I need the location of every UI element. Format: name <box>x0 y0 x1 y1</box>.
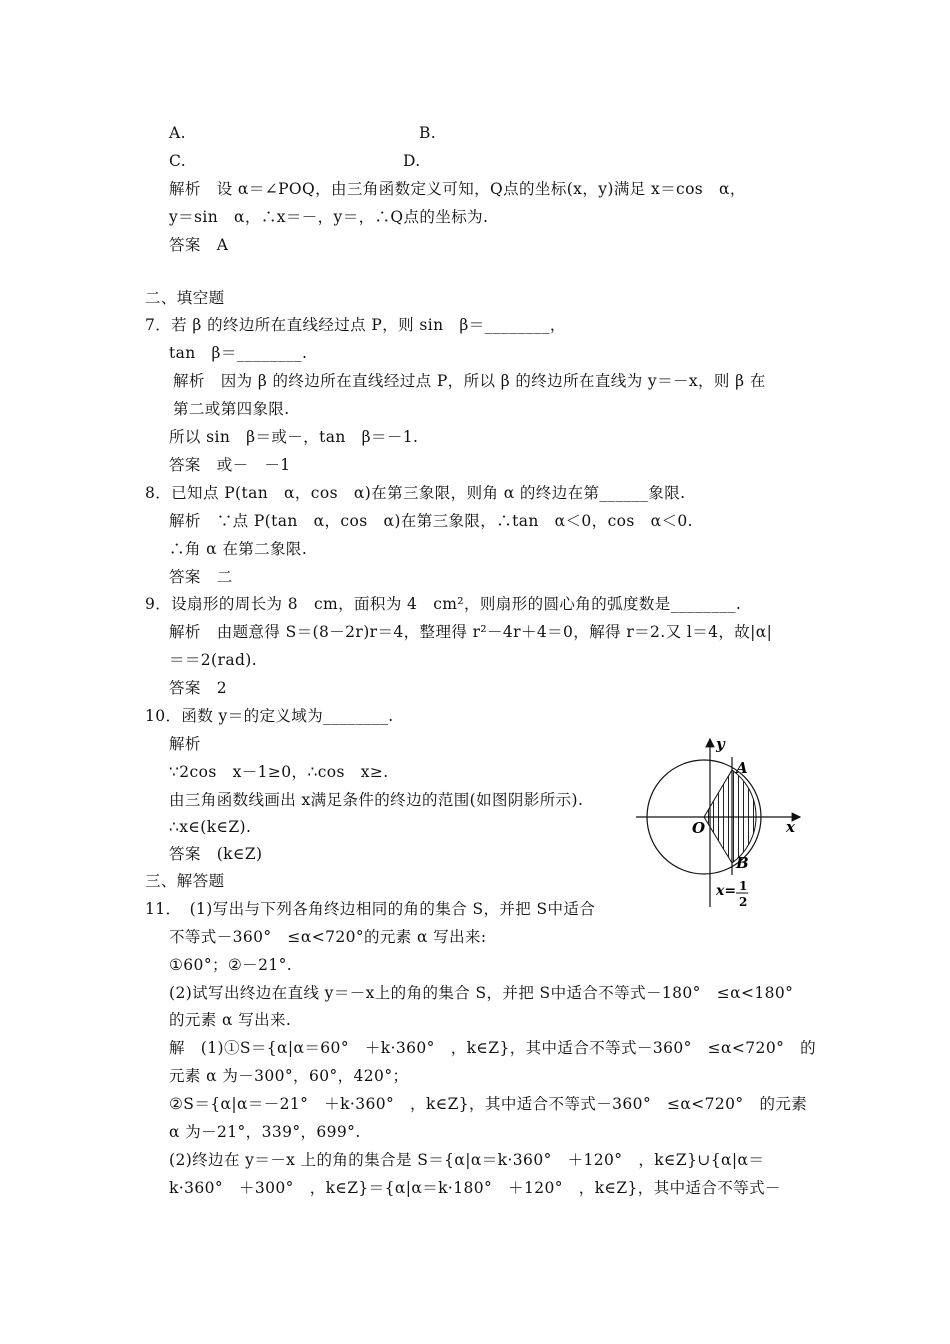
q10-unit-circle-figure <box>632 735 812 910</box>
fraction-denominator: 2 <box>739 895 748 909</box>
fraction-numerator: 1 <box>739 879 748 893</box>
q7-stem-line-2: tan β＝________. <box>169 344 308 362</box>
q11-solution-line-6: k·360° ＋300° ，k∈Z}＝{α|α＝k·180° ＋120° ，k∈Z}，其中适合不等式－ <box>169 1179 781 1197</box>
q6-answer: 答案 A <box>169 236 229 254</box>
q11-solution-line-5: (2)终边在 y＝－x 上的角的集合是 S＝{α|α＝k·360° ＋120° ，k∈Z}∪{α|α＝ <box>169 1151 765 1169</box>
x-axis-label: x <box>786 818 795 836</box>
q11-solution-line-3: ②S＝{α|α＝－21° ＋k·360° ，k∈Z}，其中适合不等式－360° ≤α<720° 的元素 <box>169 1095 808 1113</box>
q8-answer: 答案 二 <box>169 568 233 586</box>
q7-analysis-line-3: 所以 sin β＝或－，tan β＝－1. <box>169 428 419 446</box>
q7-analysis-line-1: 解析 因为 β 的终边所在直线经过点 P，所以 β 的终边所在直线为 y＝－x，则 β 在 <box>173 372 766 390</box>
q7-analysis-line-2: 第二或第四象限. <box>173 400 290 418</box>
section-fill-in-heading: 二、填空题 <box>145 289 225 307</box>
unit-circle-diagram <box>632 735 812 910</box>
q11-stem-line-1: 11． (1)写出与下列各角终边相同的角的集合 S，并把 S中适合 <box>145 900 596 918</box>
q11-solution-line-1: 解 (1)①S＝{α|α＝60° ＋k·360° ，k∈Z}，其中适合不等式－360° ≤α<720° 的 <box>169 1039 817 1057</box>
q6-analysis-line-2: y＝sin α，∴x＝－，y＝，∴Q点的坐标为. <box>169 208 489 226</box>
q10-analysis-line-1: ∵2cos x－1≥0，∴cos x≥. <box>169 763 389 781</box>
q10-analysis-line-3: ∴x∈(k∈Z). <box>169 818 252 836</box>
q7-stem-line-1: 7．若 β 的终边所在直线经过点 P，则 sin β＝________， <box>145 316 566 334</box>
q6-option-b: B. <box>419 124 437 142</box>
q8-stem: 8．已知点 P(tan α，cos α)在第三象限，则角 α 的终边在第______象限. <box>145 484 686 502</box>
point-a-label: A <box>736 759 748 777</box>
q10-analysis-label: 解析 <box>169 735 201 753</box>
q11-stem-line-4: (2)试写出终边在直线 y＝－x上的角的集合 S，并把 S中适合不等式－180° ≤α<180° <box>169 984 794 1002</box>
q9-stem: 9．设扇形的周长为 8 cm，面积为 4 cm²，则扇形的圆心角的弧度数是________. <box>145 595 742 613</box>
q6-option-a: A. <box>169 124 186 142</box>
origin-label: O <box>692 819 706 837</box>
q11-stem-line-3: ①60°；②－21°. <box>169 956 293 974</box>
q8-analysis-line-1: 解析 ∵点 P(tan α，cos α)在第三象限，∴tan α＜0，cos α＜0. <box>169 512 694 530</box>
line-equation-label: x= <box>716 883 737 899</box>
y-axis-label: y <box>716 735 725 753</box>
q9-analysis-line-1: 解析 由题意得 S＝(8－2r)r＝4，整理得 r²－4r＋4＝0，解得 r＝2.又 l＝4，故|α| <box>169 623 773 641</box>
q11-stem-line-5: 的元素 α 写出来. <box>169 1011 292 1029</box>
q6-option-c: C. <box>169 152 187 170</box>
q9-analysis-line-2: ＝＝2(rad). <box>169 651 258 669</box>
section-solve-heading: 三、解答题 <box>145 872 225 890</box>
q9-answer: 答案 2 <box>169 679 227 697</box>
q10-analysis-line-2: 由三角函数线画出 x满足条件的终边的范围(如图阴影所示). <box>169 791 584 809</box>
q7-answer: 答案 或－ －1 <box>169 456 291 474</box>
q6-option-d: D. <box>403 152 421 170</box>
q11-solution-line-4: α 为－21°，339°，699°. <box>169 1123 361 1141</box>
q10-stem: 10．函数 y＝的定义域为________. <box>145 707 394 725</box>
q11-solution-line-2: 元素 α 为－300°，60°，420°； <box>169 1067 409 1085</box>
q8-analysis-line-2: ∴角 α 在第二象限. <box>169 540 308 558</box>
q10-answer: 答案 (k∈Z) <box>169 845 263 863</box>
q6-analysis-line-1: 解析 设 α＝∠POQ，由三角函数定义可知，Q点的坐标(x，y)满足 x＝cos α， <box>169 180 746 198</box>
point-b-label: B <box>736 854 749 872</box>
q11-stem-line-2: 不等式－360° ≤α<720°的元素 α 写出来: <box>169 928 487 946</box>
